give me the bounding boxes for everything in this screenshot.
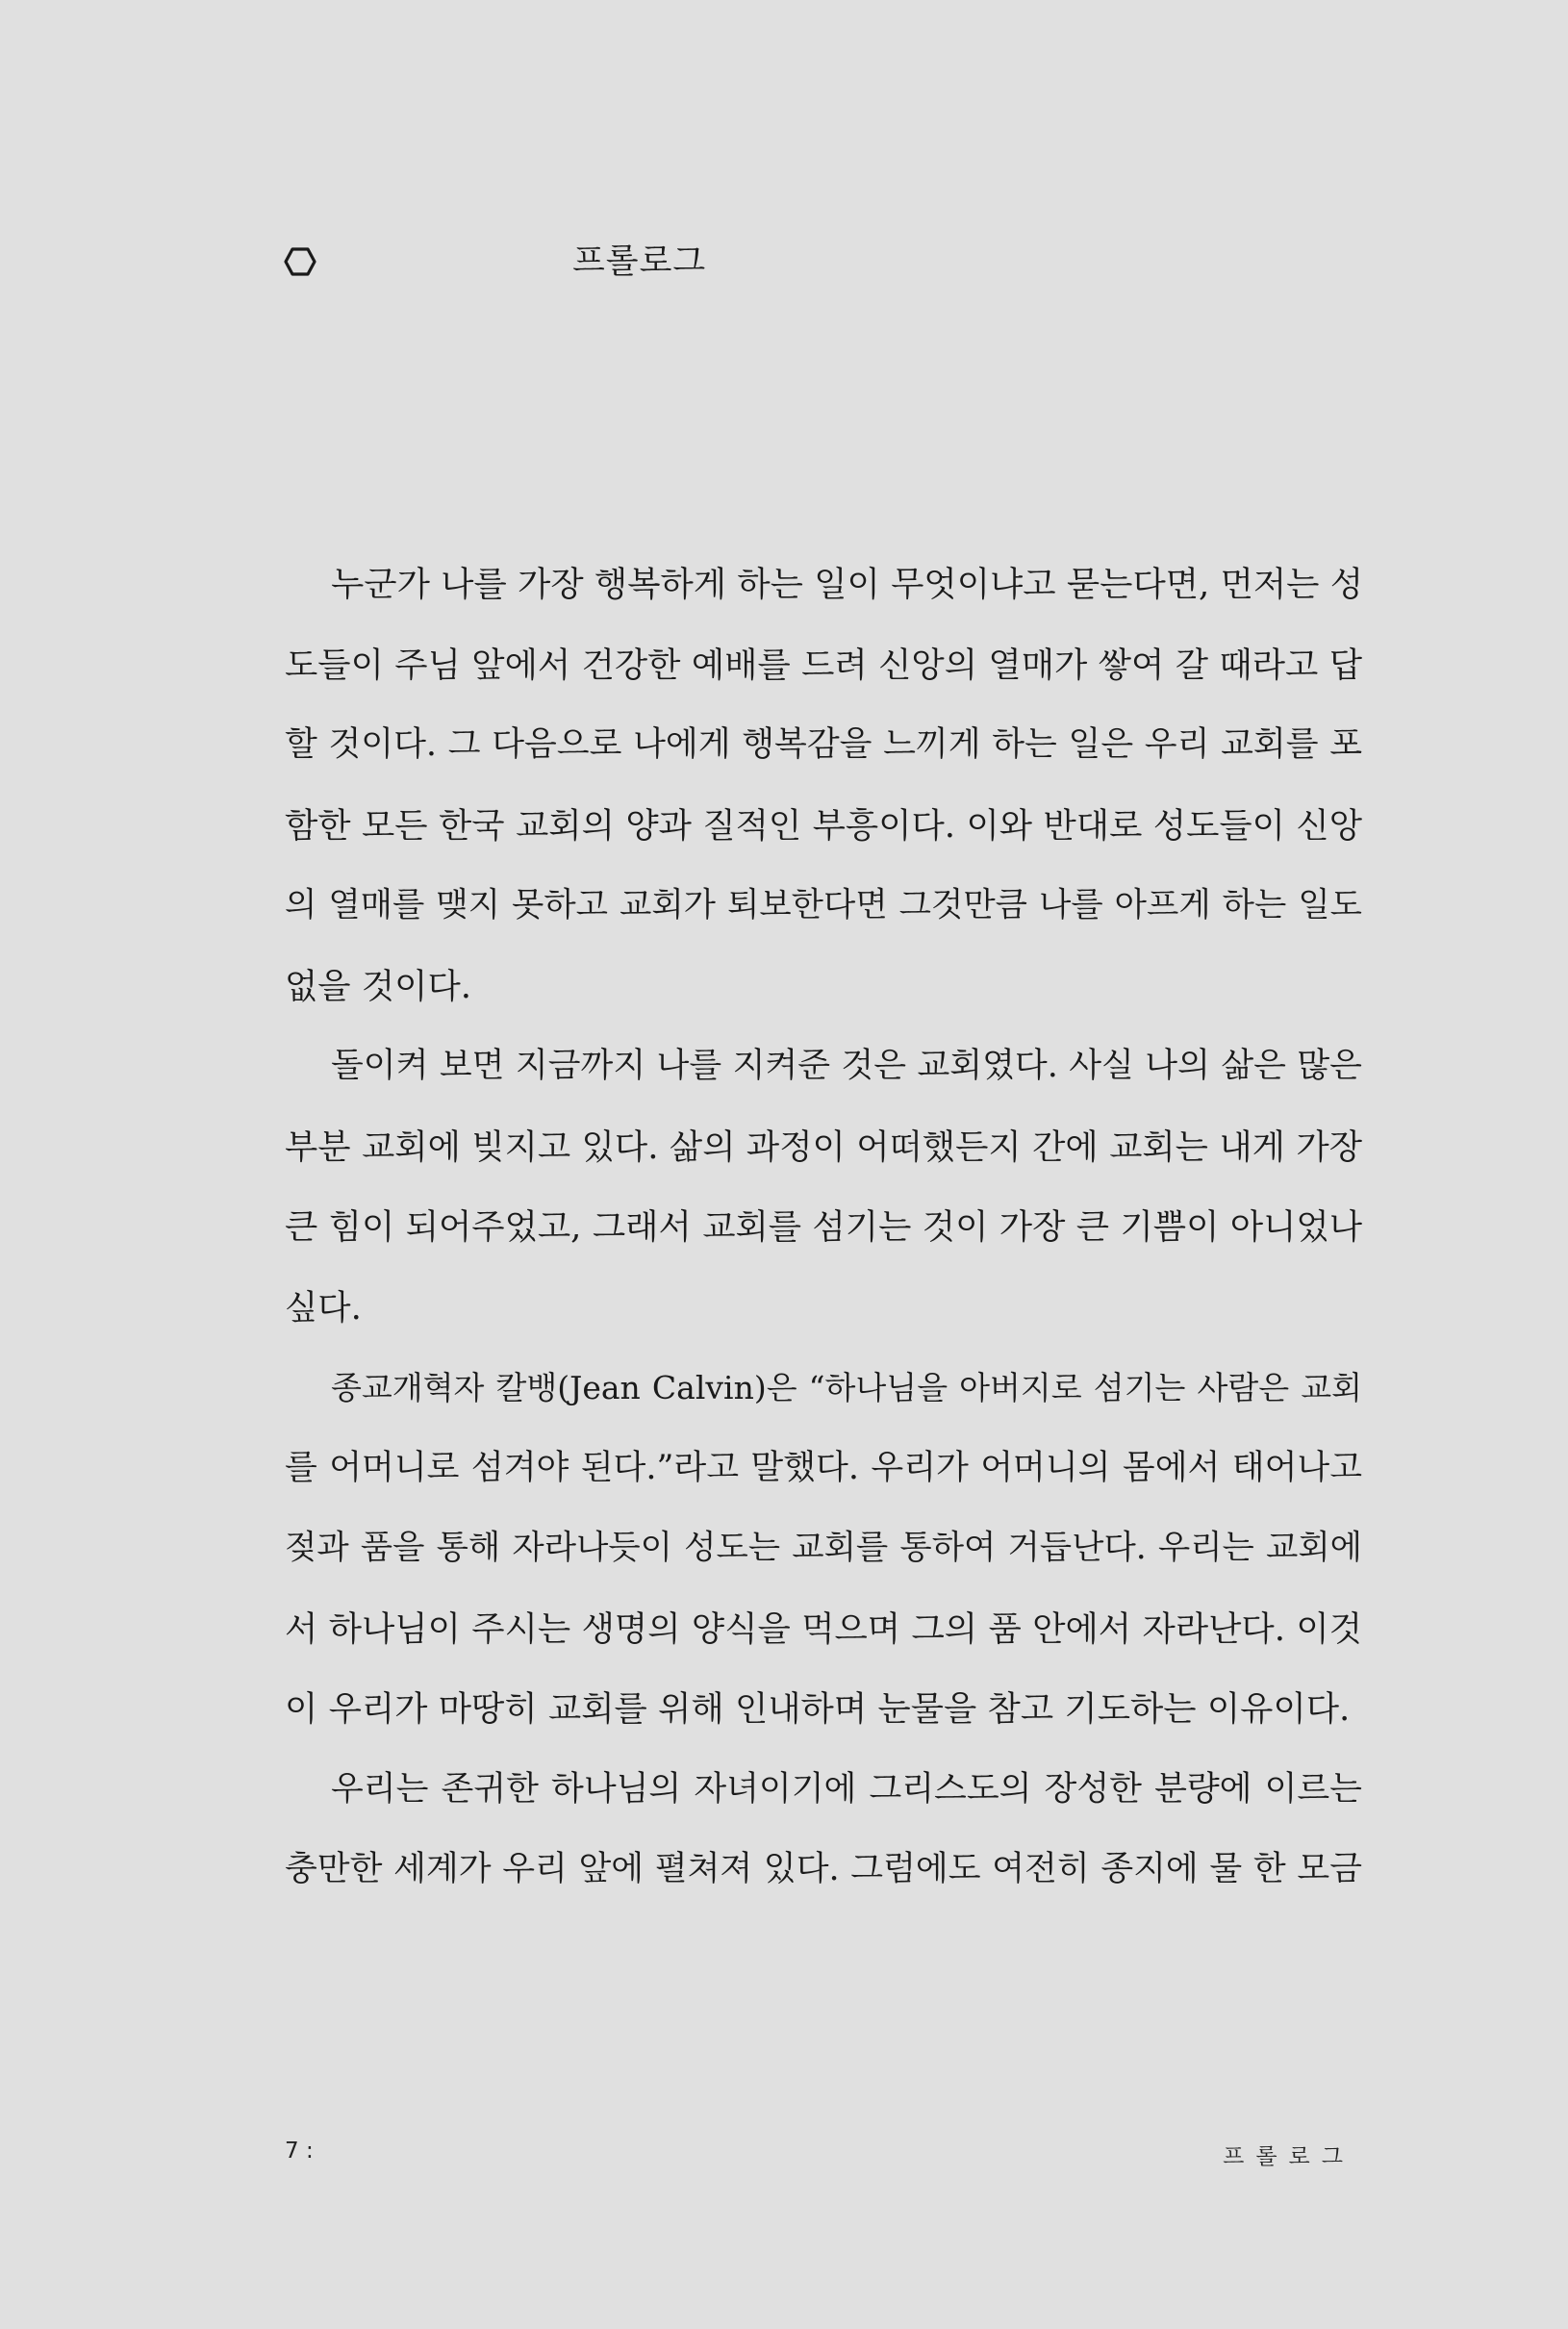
text-line: 이 우리가 마땅히 교회를 위해 인내하며 눈물을 참고 기도하는 이유이다. [285, 1689, 1351, 1729]
text-line: 누군가 나를 가장 행복하게 하는 일이 무엇이냐고 묻는다면, 먼저는 성 [331, 565, 1364, 604]
body-text [285, 544, 1362, 1911]
text-line: 함한 모든 한국 교회의 양과 질적인 부흥이다. 이와 반대로 성도들이 신앙 [285, 805, 1362, 846]
text-line: 할 것이다. 그 다음으로 나에게 행복감을 느끼게 하는 일은 우리 교회를 포 [285, 725, 1362, 764]
text-line: 도들이 주님 앞에서 건강한 예배를 드려 신앙의 열매가 쌓여 갈 때라고 답 [285, 645, 1362, 685]
chapter-header [284, 240, 1361, 289]
page-number: 7 : [285, 2139, 314, 2164]
text-line: 우리는 존귀한 하나님의 자녀이기에 그리스도의 장성한 분량에 이르는 [331, 1769, 1362, 1809]
text-line: 종교개혁자 칼뱅(Jean Calvin)은 “하나님을 아버지로 섬기는 사람은 교회 [331, 1369, 1362, 1406]
text-line: 의 열매를 맺지 못하고 교회가 퇴보한다면 그것만큼 나를 아프게 하는 일도 [285, 886, 1362, 924]
text-line: 큰 힘이 되어주었고, 그래서 교회를 섬기는 것이 가장 큰 기쁨이 아니었나 [285, 1207, 1362, 1247]
text-line: 싶다. [285, 1287, 362, 1328]
text-line: 서 하나님이 주시는 생명의 양식을 먹으며 그의 품 안에서 자라난다. 이것 [285, 1608, 1362, 1649]
text-line: 를 어머니로 섬겨야 된다.”라고 말했다. 우리가 어머니의 몸에서 태어나고 [285, 1448, 1362, 1487]
chapter-title: 프롤로그 [572, 242, 707, 281]
text-line: 없을 것이다. [285, 966, 472, 1006]
hexagon-icon [284, 246, 316, 277]
text-line: 충만한 세계가 우리 앞에 펼쳐져 있다. 그럼에도 여전히 종지에 물 한 모금 [285, 1850, 1362, 1888]
running-title: 프롤로그 [1223, 2144, 1354, 2169]
page-footer [285, 2139, 1354, 2177]
text-line: 돌이켜 보면 지금까지 나를 지켜준 것은 교회였다. 사실 나의 삶은 많은 [331, 1047, 1362, 1085]
text-line: 젖과 품을 통해 자라나듯이 성도는 교회를 통하여 거듭난다. 우리는 교회에 [285, 1529, 1362, 1567]
text-line: 부분 교회에 빚지고 있다. 삶의 과정이 어떠했든지 간에 교회는 내게 가장 [285, 1127, 1362, 1167]
